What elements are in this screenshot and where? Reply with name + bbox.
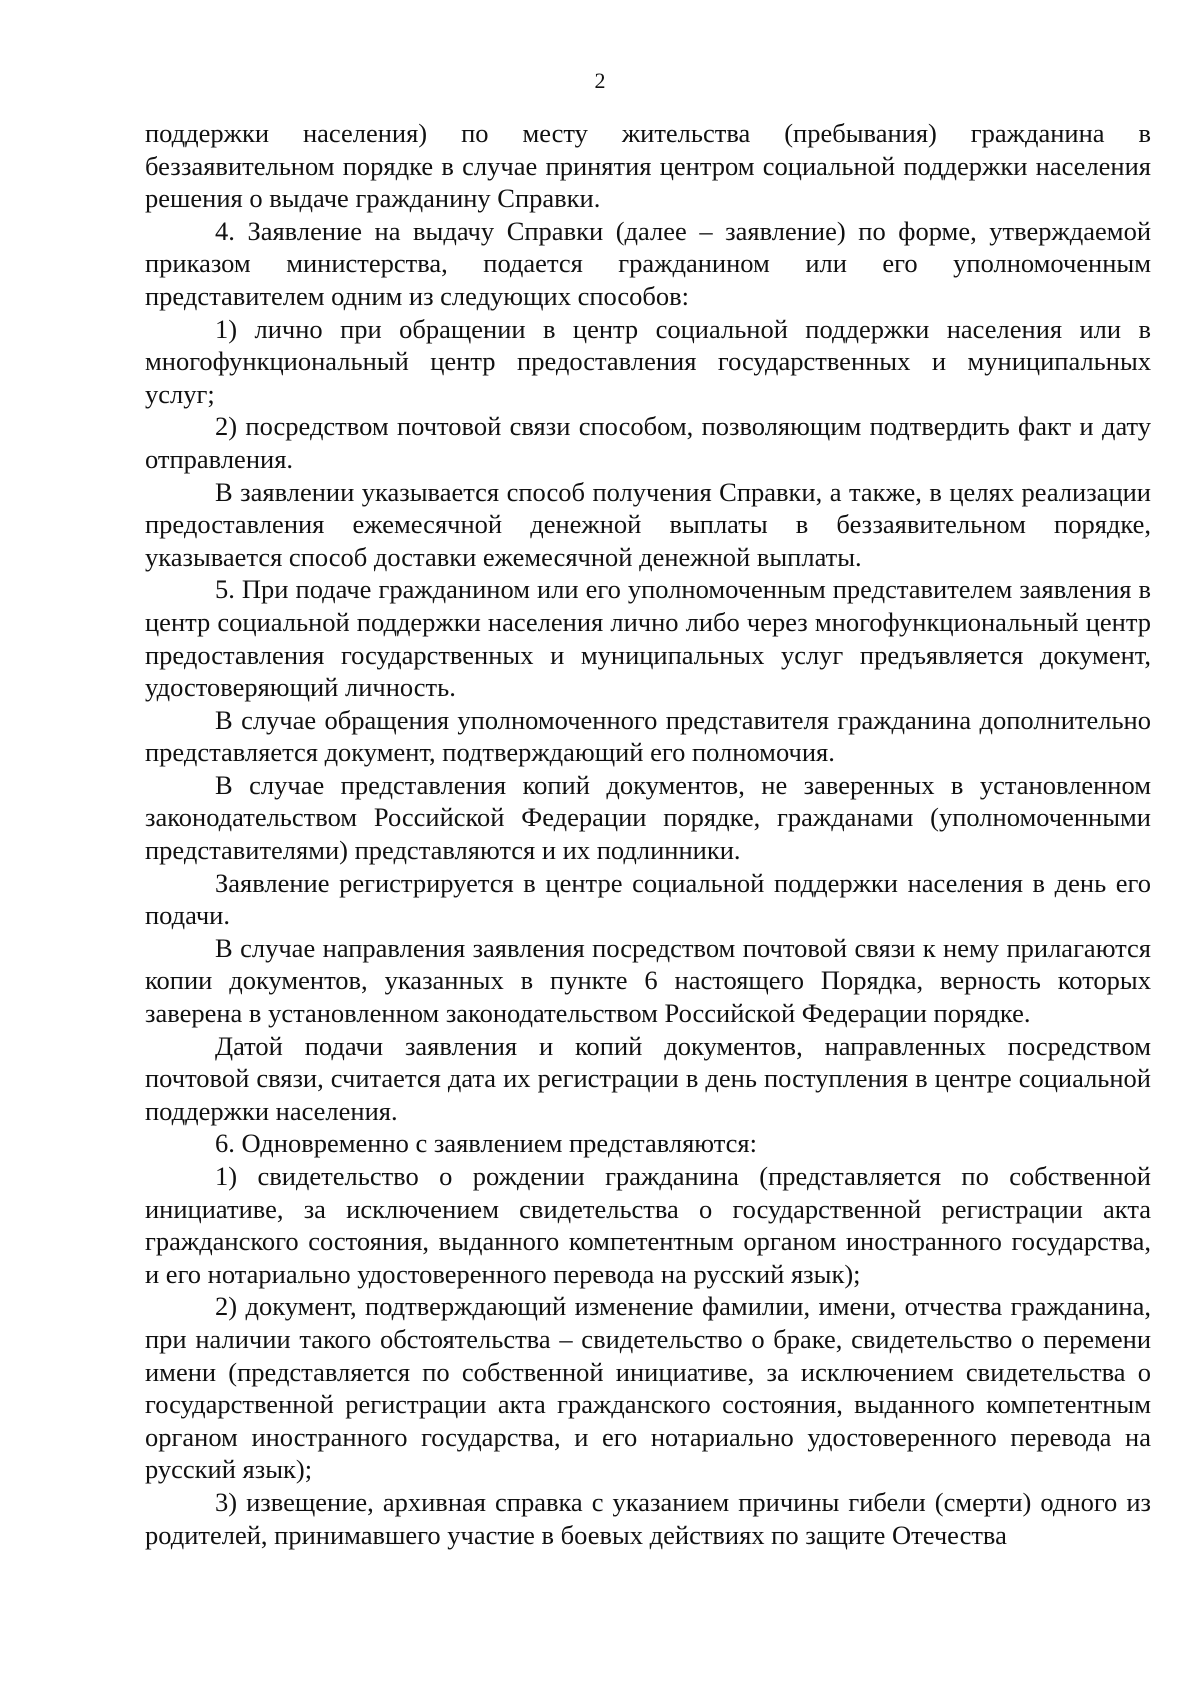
paragraph-item-4: 4. Заявление на выдачу Справки (далее – заявление) по форме, утверждаемой приказом министерства, подается гражданином или его уполномоченным представителем одним из следующих способов: xyxy=(145,215,1151,311)
paragraph-representative: В случае обращения уполномоченного представителя гражданина дополнительно представляется документ, подтверждающий его полномочия. xyxy=(145,704,1151,768)
paragraph-continuation: поддержки населения) по месту жительства (пребывания) гражданина в беззаявительном порядке в случае принятия центром социальной поддержки населения решения о выдаче гражданину Справки. xyxy=(145,118,1151,214)
paragraph-application-method: В заявлении указывается способ получения Справки, а также, в целях реализации предоставления ежемесячной денежной выплаты в беззаявительном порядке, указывается способ доставки ежемесячной денежной выплаты. xyxy=(145,476,1151,572)
paragraph-postal-attachments: В случае направления заявления посредством почтовой связи к нему прилагаются копии документов, указанных в пункте 6 настоящего Порядка, верность которых заверена в установленном законодательством Российской Федерации порядке. xyxy=(145,932,1151,1029)
paragraph-item-5: 5. При подаче гражданином или его уполномоченным представителем заявления в центр социальной поддержки населения лично либо через многофункциональный центр предоставления государственных и муниципальных услуг предъявляется документ, удостоверяющий личность. xyxy=(145,574,1151,703)
paragraph-subitem-6-1: 1) свидетельство о рождении гражданина (представляется по собственной инициативе, за исключением свидетельства о государственной регистрации акта гражданского состояния, выданного компетентным органом иностранного государства, и его нотариально удостоверенного перевода на русский язык); xyxy=(145,1161,1151,1289)
paragraph-item-6: 6. Одновременно с заявлением представляются: xyxy=(215,1128,757,1159)
paragraph-subitem-6-2: 2) документ, подтверждающий изменение фамилии, имени, отчества гражданина, при наличии такого обстоятельства – свидетельство о браке, свидетельство о перемени имени (представляется по собственной инициативе, за исключением свидетельства о государственной регистрации акта гражданского состояния, выданного компетентным органом иностранного государства, и его нотариально удостоверенного перевода на русский язык); xyxy=(145,1291,1151,1485)
paragraph-registration: Заявление регистрируется в центре социальной поддержки населения в день его подачи. xyxy=(145,867,1151,931)
page-number: 2 xyxy=(594,68,606,93)
paragraph-subitem-6-3: 3) извещение, архивная справка с указанием причины гибели (смерти) одного из родителей, принимавшего участие в боевых действиях по защите Отечества xyxy=(145,1486,1151,1550)
paragraph-copies: В случае представления копий документов, не заверенных в установленном законодательством Российской Федерации порядке, гражданами (уполномоченными представителями) представляются и их подлинники. xyxy=(145,769,1151,866)
paragraph-subitem-4-1: 1) лично при обращении в центр социальной поддержки населения или в многофункциональный центр предоставления государственных и муниципальных услуг; xyxy=(145,313,1151,409)
paragraph-subitem-4-2: 2) посредством почтовой связи способом, позволяющим подтвердить факт и дату отправления. xyxy=(145,411,1151,474)
document-body xyxy=(145,117,1151,1551)
paragraph-submission-date: Датой подачи заявления и копий документов, направленных посредством почтовой связи, считается дата их регистрации в день поступления в центре социальной поддержки населения. xyxy=(145,1030,1151,1126)
